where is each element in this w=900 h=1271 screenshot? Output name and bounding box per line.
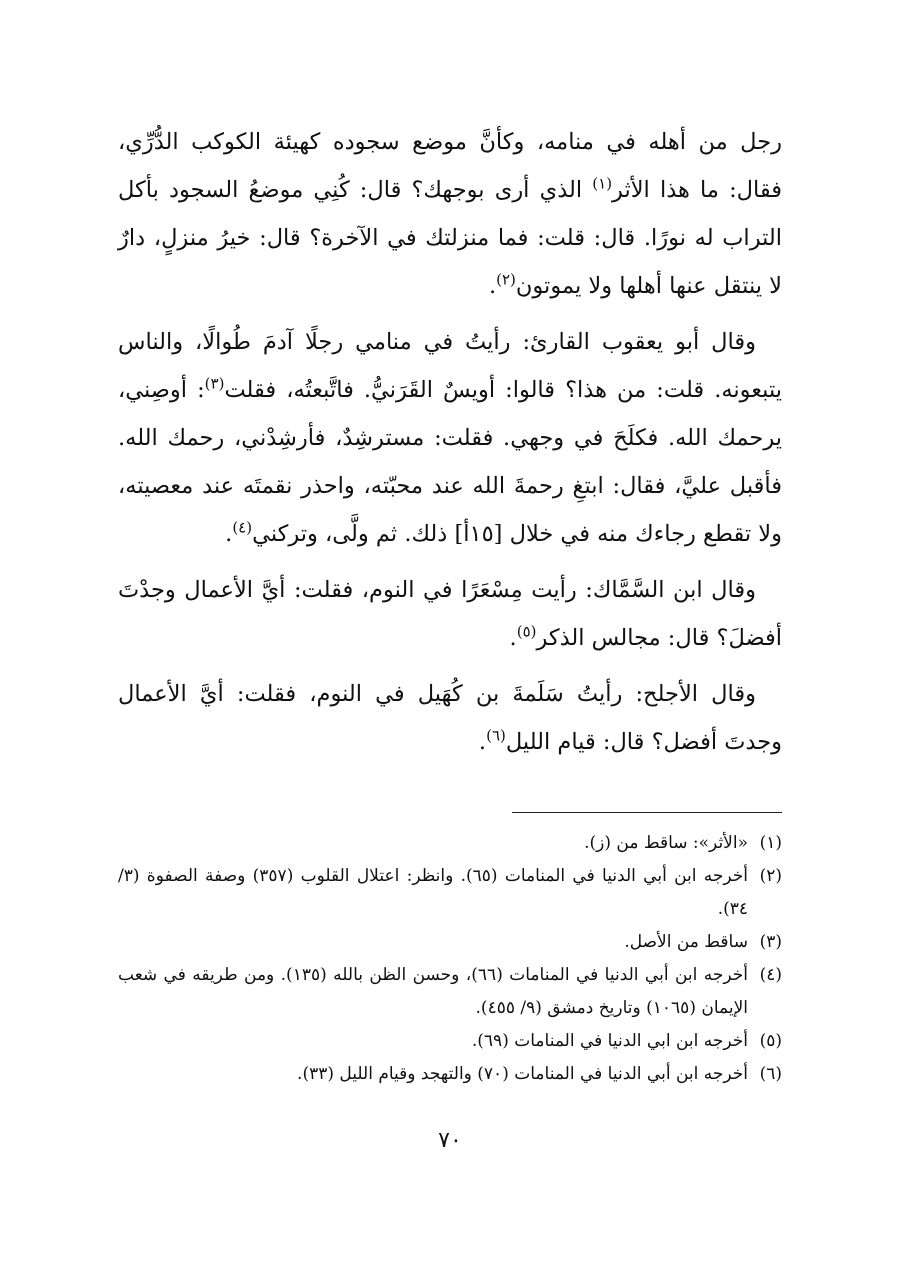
paragraph-3: [118, 566, 782, 662]
footnote-number: (٥): [759, 1031, 782, 1051]
paragraph-text: رجل من أهله في منامه، وكأنَّ موضع سجوده كهيئة الكوكب الدُّرِّي، فقال: ما هذا الأثر: [118, 129, 782, 203]
footnote-1: [118, 827, 782, 860]
page: [118, 118, 782, 1091]
footnote-number: (٦): [759, 1064, 782, 1084]
footnote-number: (٤): [759, 965, 782, 985]
paragraph-text: .: [478, 729, 487, 755]
footnote-text: أخرجه ابن أبي الدنيا في المنامات (٦٥). وانظر: اعتلال القلوب (٣٥٧) وصفة الصفوة (٣/ ٣٤).: [118, 866, 748, 919]
paragraph-text: وقال أبو يعقوب القارئ: رأيتُ في منامي رجلًا آدمَ طُوالًا، والناس يتبعونه. قلت: من هذا؟ قالوا: أويسٌ القَرَنيُّ. فاتَّبعتُه، فقلت: [118, 329, 782, 403]
footnote-3: [118, 926, 782, 959]
paragraph-text: الذي أرى بوجهك؟ قال: كُنِي موضعُ السجود بأكل التراب له نورًا. قال: قلت: فما منزلتك في الآخرة؟ قال: خيرُ منزلٍ، دارٌ لا ينتقل عنها أهلها ولا يموتون: [118, 177, 782, 299]
footnote-5: [118, 1025, 782, 1058]
footnote-text: ساقط من الأصل.: [624, 932, 748, 952]
footnote-text: «الأثر»: ساقط من (ز).: [584, 833, 748, 853]
footnote-reference[interactable]: (٤): [232, 518, 253, 537]
paragraph-text: وقال الأجلح: رأيتُ سَلَمةَ بن كُهَيل في النوم، فقلت: أيَّ الأعمال وجدتَ أفضل؟ قال: قيام الليل: [118, 681, 782, 755]
footnote-reference[interactable]: (٢): [496, 270, 516, 289]
footnote-reference[interactable]: (١): [592, 174, 613, 193]
footnote-number: (٣): [759, 932, 782, 952]
footnotes: [118, 827, 782, 1091]
paragraph-4: [118, 670, 782, 766]
footnote-reference[interactable]: (٣): [204, 374, 225, 393]
paragraph-text: .: [488, 273, 497, 299]
paragraph-text: وقال ابن السَّمَّاك: رأيت مِسْعَرًا في النوم، فقلت: أيَّ الأعمال وجدْتَ أفضلَ؟ قال: مجالس الذكر: [118, 577, 782, 651]
footnote-2: [118, 860, 782, 926]
paragraph-text: .: [225, 521, 233, 547]
footnote-number: (٢): [759, 866, 782, 886]
paragraph-text: : أوصِني، يرحمك الله. فكلَحَ في وجهي. فقلت: مسترشِدٌ، فأرشِدْني، رحمك الله. فأقبل عليَّ، فقال: ابتغِ رحمةَ الله عند محبّته، واحذر نقمتَه عند معصيته، ولا تقطع رجاءك منه في خلال [١٥أ] ذلك. ثم ولَّى، وتركني: [118, 377, 782, 547]
footnote-divider: [512, 812, 782, 813]
footnote-6: [118, 1058, 782, 1091]
page-number: ٧٠: [438, 1128, 462, 1153]
paragraph-1: [118, 118, 782, 310]
footnote-text: أخرجه ابن أبي الدنيا في المنامات (٧٠) والتهجد وقيام الليل (٣٣).: [297, 1064, 748, 1084]
footnote-text: أخرجه ابن أبي الدنيا في المنامات (٦٦)، وحسن الظن بالله (١٣٥). ومن طريقه في شعب الإيمان (١٠٦٥) وتاريخ دمشق (٩/ ٤٥٥).: [118, 965, 748, 1018]
footnote-text: أخرجه ابن ابي الدنيا في المنامات (٦٩).: [471, 1031, 748, 1051]
footnote-4: [118, 959, 782, 1025]
main-text: [118, 118, 782, 766]
footnote-reference[interactable]: (٥): [516, 622, 537, 641]
paragraph-text: .: [509, 625, 517, 651]
footnote-reference[interactable]: (٦): [486, 726, 506, 745]
footnote-number: (١): [759, 833, 782, 853]
paragraph-2: [118, 318, 782, 558]
